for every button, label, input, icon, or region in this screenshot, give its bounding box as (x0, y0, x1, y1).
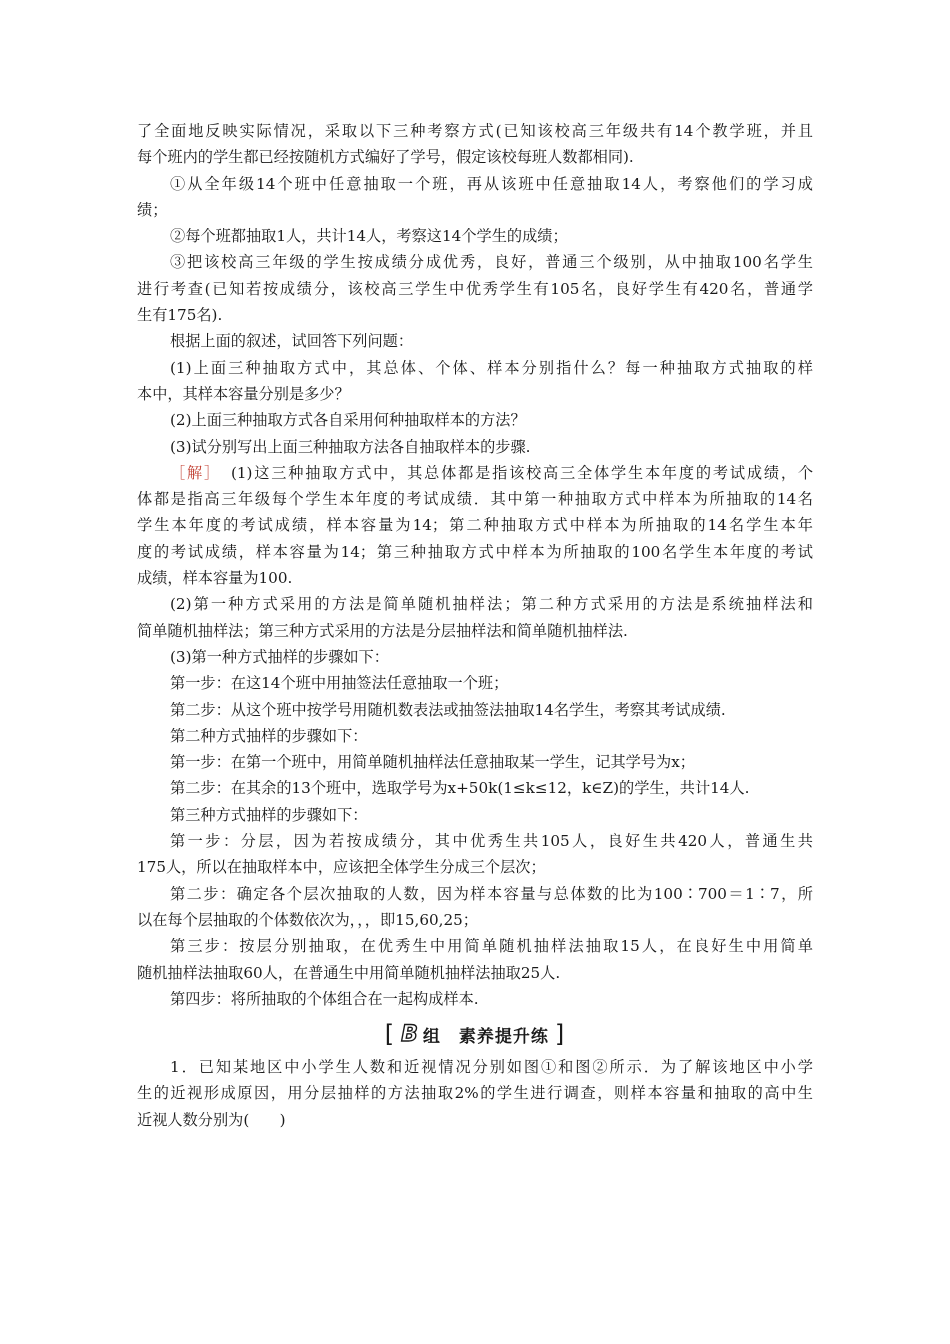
group-b-icon: B (401, 1021, 419, 1047)
section-title: 组 素养提升练 (422, 1026, 549, 1047)
solution-label: ［解］ (170, 463, 221, 482)
text-line: 生有175名). (137, 306, 223, 325)
bracket-close: ] (554, 1020, 566, 1049)
text-line: 以在每个层抽取的个体数依次为，，，即15,60,25； (137, 910, 478, 929)
question-part-2 (137, 407, 813, 433)
text-line (137, 460, 813, 486)
text-line: 了全面地反映实际情况，采取以下三种考察方式(已知该校高三年级共有14个教学班，并且 (137, 122, 813, 140)
text-line: 第一步：在这14个班中用抽签法任意抽取一个班； (170, 674, 509, 693)
text-line: 第二种方式抽样的步骤如下： (170, 726, 368, 745)
question-part-1 (137, 355, 813, 408)
instruction (137, 328, 813, 354)
section-heading (137, 1016, 813, 1052)
text-line: (2)上面三种抽取方式各自采用何种抽取样本的方法？ (170, 411, 526, 430)
solution-part-3 (137, 644, 813, 828)
text-line: 体都是指高三年级每个学生本年度的考试成绩．其中第一种抽取方式中样本为所抽取的14名 (137, 490, 813, 509)
text-line: 进行考查(已知若按成绩分，该校高三学生中优秀学生有105名，良好学生有420名，普通学 (137, 279, 813, 298)
text-line: 度的考试成绩，样本容量为14；第三种抽取方式中样本为所抽取的100名学生本年度的考试 (137, 542, 813, 561)
text-line: 第三步：按层分别抽取，在优秀生中用简单随机抽样法抽取15人，在良好生中用简单 (170, 937, 813, 956)
text-line: 生的近视形成原因，用分层抽样的方法抽取2%的学生进行调查，则样本容量和抽取的高中生 (137, 1084, 813, 1103)
text-line: (1)上面三种抽取方式中，其总体、个体、样本分别指什么？每一种抽取方式抽取的样 (170, 358, 813, 377)
stratified-step-4 (137, 986, 813, 1012)
text-line: 1．已知某地区中小学生人数和近视情况分别如图①和图②所示．为了解该地区中小学 (170, 1058, 813, 1077)
method-1 (137, 171, 813, 224)
text-line: 成绩，样本容量为100. (137, 569, 293, 588)
method-3 (137, 249, 813, 328)
text-line: 第二步：从这个班中按学号用随机数表法或抽签法抽取14名学生，考察其考试成绩. (170, 700, 726, 719)
text-line: (3)第一种方式抽样的步骤如下： (170, 647, 389, 666)
text-line: 第一步：在第一个班中，用简单随机抽样法任意抽取某一学生，记其学号为x； (170, 753, 695, 772)
text-line: 简单随机抽样法；第三种方式采用的方法是分层抽样法和简单随机抽样法. (137, 621, 628, 640)
document-body (137, 118, 813, 1133)
text-line: 第二步：在其余的13个班中，选取学号为x+50k(1≤k≤12，k∈Z)的学生，共计14人. (170, 779, 750, 798)
text-line: 每个班内的学生都已经按随机方式编好了学号，假定该校每班人数都相同). (137, 148, 634, 167)
bracket-open: [ (384, 1020, 396, 1049)
text-line: 根据上面的叙述，试回答下列问题： (170, 332, 413, 351)
text-line: ③把该校高三年级的学生按成绩分成优秀，良好，普通三个级别，从中抽取100名学生 (170, 253, 813, 272)
exercise-1 (137, 1054, 813, 1133)
text-line: 本中，其样本容量分别是多少？ (137, 384, 350, 403)
text-line: 随机抽样法抽取60人，在普通生中用简单随机抽样法抽取25人. (137, 963, 561, 982)
stratified-step-1 (137, 828, 813, 881)
paragraph-1 (137, 118, 813, 171)
solution-part-2 (137, 591, 813, 644)
text-line: (2)第一种方式采用的方法是简单随机抽样法；第二种方式采用的方法是系统抽样法和 (170, 595, 813, 614)
text-line: 绩； (137, 200, 168, 219)
text-line: 第四步：将所抽取的个体组合在一起构成样本. (170, 989, 479, 1008)
method-2 (137, 223, 813, 249)
text-line: (3)试分别写出上面三种抽取方法各自抽取样本的步骤. (170, 437, 531, 456)
text-line: 学生本年度的考试成绩，样本容量为14；第二种抽取方式中样本为所抽取的14名学生本年 (137, 516, 813, 535)
text-span: (1)这三种抽取方式中，其总体都是指该校高三全体学生本年度的考试成绩，个 (230, 463, 813, 482)
question-part-3 (137, 434, 813, 460)
text-line: 第一步：分层，因为若按成绩分，其中优秀生共105人，良好生共420人，普通生共 (170, 832, 813, 851)
text-line: 175人，所以在抽取样本中，应该把全体学生分成三个层次； (137, 858, 546, 877)
text-line: 第二步：确定各个层次抽取的人数，因为样本容量与总体数的比为100∶700＝1∶7，所 (170, 884, 813, 903)
text-line: 近视人数分别为( ) (137, 1110, 286, 1129)
text-line: ①从全年级14个班中任意抽取一个班，再从该班中任意抽取14人，考察他们的学习成 (170, 174, 813, 193)
solution-part-1 (137, 460, 813, 591)
text-line: ②每个班都抽取1人，共计14人，考察这14个学生的成绩； (170, 227, 568, 246)
stratified-step-2 (137, 881, 813, 934)
text-line: 第三种方式抽样的步骤如下： (170, 805, 368, 824)
stratified-step-3 (137, 933, 813, 986)
